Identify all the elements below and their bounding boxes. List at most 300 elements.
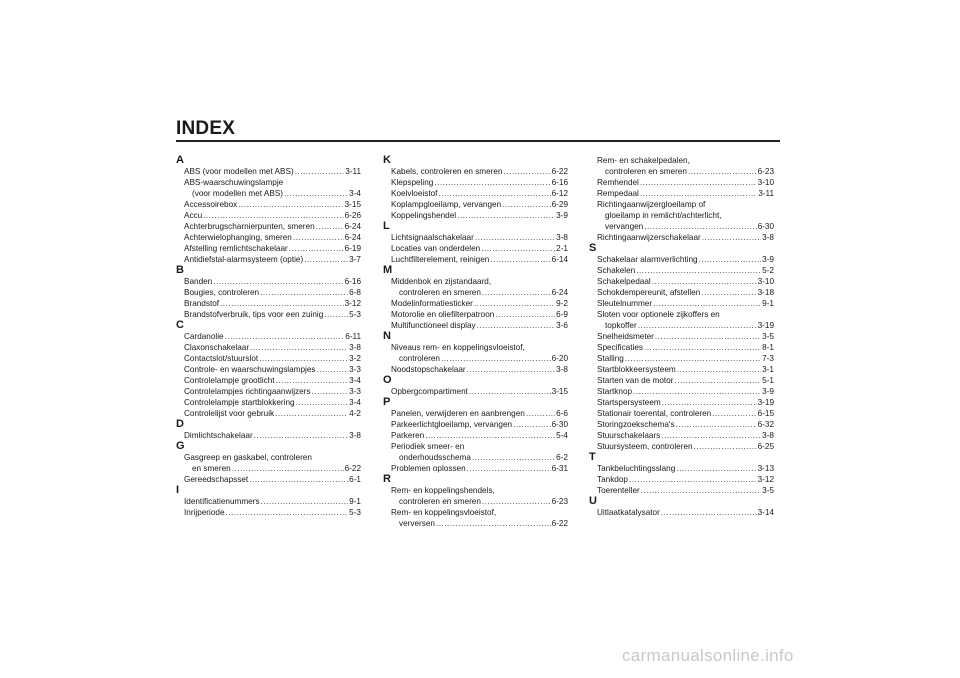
dot-leader bbox=[293, 232, 344, 243]
index-entry-text: Middenbok en zijstandaard, bbox=[391, 277, 492, 286]
index-entry-text: Schakelen bbox=[597, 266, 636, 275]
index-entry bbox=[589, 221, 774, 232]
index-entry-text: Bougies, controleren bbox=[184, 288, 260, 297]
index-entry bbox=[589, 254, 774, 265]
index-entry bbox=[176, 364, 361, 375]
dot-leader bbox=[644, 221, 756, 232]
index-entry bbox=[589, 331, 774, 342]
index-letter-heading: O bbox=[383, 374, 392, 386]
index-entry-text: controleren en smeren bbox=[399, 497, 481, 506]
dot-leader bbox=[495, 309, 555, 320]
dot-leader bbox=[702, 232, 761, 243]
dot-leader bbox=[662, 397, 757, 408]
index-page-ref: 7-3 bbox=[762, 354, 774, 363]
index-entry-text: Storingzoekschema's bbox=[597, 420, 675, 429]
index-entry bbox=[176, 507, 361, 518]
index-entry bbox=[176, 430, 361, 441]
dot-leader bbox=[502, 199, 550, 210]
index-entry bbox=[589, 166, 774, 177]
dot-leader bbox=[441, 353, 551, 364]
dot-leader bbox=[225, 331, 345, 342]
index-entry-text: Dimlichtschakelaar bbox=[184, 431, 253, 440]
index-entry-text: Schokdempereunit, afstellen bbox=[597, 288, 701, 297]
index-page-ref: 3-3 bbox=[349, 387, 361, 396]
index-page-ref: 6-30 bbox=[757, 222, 774, 231]
index-entry bbox=[589, 441, 774, 452]
index-page-ref: 3-6 bbox=[556, 321, 568, 330]
index-page-ref: 3-5 bbox=[762, 332, 774, 341]
index-page-ref: 6-23 bbox=[757, 167, 774, 176]
index-entry-text: Controlelampjes richtingaanwijzers bbox=[184, 387, 311, 396]
index-entry bbox=[176, 210, 361, 221]
index-letter-heading: D bbox=[176, 418, 184, 430]
index-entry-text: Stuurschakelaars bbox=[597, 431, 661, 440]
dot-leader bbox=[513, 419, 551, 430]
index-page-ref: 6-6 bbox=[556, 409, 568, 418]
dot-leader bbox=[249, 474, 348, 485]
index-entry bbox=[383, 441, 568, 452]
index-page-ref: 6-30 bbox=[551, 420, 568, 429]
index-entry-text: ABS (voor modellen met ABS) bbox=[184, 167, 294, 176]
index-entry bbox=[176, 232, 361, 243]
index-entry-text: Afstelling remlichtschakelaar bbox=[184, 244, 288, 253]
dot-leader bbox=[304, 254, 348, 265]
dot-leader bbox=[477, 320, 556, 331]
index-entry-text: Gasgreep en gaskabel, controleren bbox=[184, 453, 312, 462]
index-entry bbox=[383, 166, 568, 177]
index-page-ref: 4-2 bbox=[349, 409, 361, 418]
index-entry-text: Problemen oplossen bbox=[391, 464, 466, 473]
dot-leader bbox=[259, 353, 348, 364]
index-page-ref: 3-12 bbox=[344, 299, 361, 308]
dot-leader bbox=[296, 397, 349, 408]
dot-leader bbox=[688, 166, 757, 177]
index-entry-text: Modelinformatiesticker bbox=[391, 299, 473, 308]
dot-leader bbox=[250, 342, 348, 353]
dot-leader bbox=[254, 430, 348, 441]
index-entry-text: Koplampgloeilamp, vervangen bbox=[391, 200, 502, 209]
index-page-ref: 6-24 bbox=[344, 233, 361, 242]
index-entry bbox=[589, 386, 774, 397]
index-letter-heading: R bbox=[383, 473, 391, 485]
index-entry bbox=[176, 386, 361, 397]
dot-leader bbox=[475, 232, 555, 243]
index-page-ref: 3-11 bbox=[758, 189, 774, 198]
dot-leader bbox=[636, 265, 761, 276]
dot-leader bbox=[653, 298, 761, 309]
index-entry-text: Rem- en koppelingshendels, bbox=[391, 486, 495, 495]
index-page-ref: 6-22 bbox=[551, 167, 568, 176]
index-entry-text: Cardanolie bbox=[184, 332, 224, 341]
watermark: carmanualsonline.info bbox=[622, 646, 794, 665]
index-entry-text: Periodiek smeer- en bbox=[391, 442, 465, 451]
index-entry-text: ABS-waarschuwingslampje bbox=[184, 178, 284, 187]
index-entry bbox=[383, 276, 568, 287]
index-page-ref: 3-8 bbox=[762, 431, 774, 440]
index-entry bbox=[176, 309, 361, 320]
dot-leader bbox=[676, 463, 756, 474]
index-entry-text: controleren en smeren bbox=[399, 288, 481, 297]
index-entry-text: Controlelampje startblokkering bbox=[184, 398, 295, 407]
dot-leader bbox=[226, 507, 349, 518]
index-letter-heading: B bbox=[176, 264, 184, 276]
index-entry bbox=[383, 309, 568, 320]
index-entry-text: Tankbeluchtingsslang bbox=[597, 464, 676, 473]
index-entry bbox=[383, 485, 568, 496]
index-entry bbox=[383, 320, 568, 331]
dot-leader bbox=[701, 287, 756, 298]
dot-leader bbox=[324, 309, 348, 320]
index-entry-text: Rempedaal bbox=[597, 189, 639, 198]
index-entry-text: Klepspeling bbox=[391, 178, 434, 187]
dot-leader bbox=[661, 507, 757, 518]
dot-leader bbox=[640, 177, 757, 188]
dot-leader bbox=[712, 408, 756, 419]
index-entry bbox=[589, 276, 774, 287]
dot-leader bbox=[232, 463, 344, 474]
index-page-ref: 6-24 bbox=[344, 222, 361, 231]
dot-leader bbox=[482, 287, 551, 298]
index-letter-heading: G bbox=[176, 440, 185, 452]
index-entry-text: Starten van de motor bbox=[597, 376, 674, 385]
index-entry bbox=[589, 309, 774, 320]
index-page-ref: 3-19 bbox=[757, 321, 774, 330]
index-page-ref: 6-25 bbox=[757, 442, 774, 451]
dot-leader bbox=[481, 243, 555, 254]
index-entry-text: Accu bbox=[184, 211, 203, 220]
index-entry-text: Stuursysteem, controleren bbox=[597, 442, 693, 451]
dot-leader bbox=[467, 364, 556, 375]
index-entry bbox=[589, 265, 774, 276]
index-page-ref: 3-18 bbox=[757, 288, 774, 297]
index-entry-text: Kabels, controleren en smeren bbox=[391, 167, 503, 176]
index-entry-text: Motorolie en oliefilterpatroon bbox=[391, 310, 495, 319]
index-page-ref: 3-10 bbox=[757, 178, 774, 187]
index-entry-text: gloeilamp in remlicht/achterlicht, bbox=[605, 211, 722, 220]
dot-leader bbox=[289, 243, 344, 254]
index-entry bbox=[176, 452, 361, 463]
index-entry bbox=[589, 232, 774, 243]
index-entry bbox=[589, 474, 774, 485]
index-entry-text: Claxonschakelaar bbox=[184, 343, 250, 352]
index-entry-text: Luchtfilterelement, reinigen bbox=[391, 255, 490, 264]
index-entry-text: Uitlaatkatalysator bbox=[597, 508, 660, 517]
index-entry bbox=[589, 397, 774, 408]
index-entry-text: Parkeren bbox=[391, 431, 425, 440]
index-entry bbox=[176, 188, 361, 199]
index-page-ref: 5-1 bbox=[762, 376, 774, 385]
dot-leader bbox=[295, 166, 345, 177]
index-entry bbox=[589, 177, 774, 188]
index-page-ref: 6-26 bbox=[344, 211, 361, 220]
dot-leader bbox=[504, 166, 551, 177]
index-page-ref: 6-8 bbox=[349, 288, 361, 297]
index-entry-text: Koppelingshendel bbox=[391, 211, 457, 220]
dot-leader bbox=[275, 408, 348, 419]
index-entry-text: Accessoirebox bbox=[184, 200, 238, 209]
index-entry bbox=[383, 452, 568, 463]
dot-leader bbox=[633, 386, 761, 397]
index-page-ref: 3-9 bbox=[762, 387, 774, 396]
index-entry bbox=[176, 375, 361, 386]
index-entry bbox=[589, 210, 774, 221]
index-entry-text: Gereedschapsset bbox=[184, 475, 249, 484]
index-entry-text: Rem- en schakelpedalen, bbox=[597, 156, 690, 165]
index-page-ref: 6-16 bbox=[344, 277, 361, 286]
index-letter-heading: C bbox=[176, 319, 184, 331]
index-entry bbox=[383, 430, 568, 441]
index-entry bbox=[383, 364, 568, 375]
index-letter-heading: I bbox=[176, 484, 180, 496]
index-letter-heading: P bbox=[383, 396, 391, 408]
index-entry-text: onderhoudsschema bbox=[399, 453, 471, 462]
index-entry bbox=[589, 419, 774, 430]
index-entry-text: Richtingaanwijzergloeilamp of bbox=[597, 200, 706, 209]
dot-leader bbox=[661, 430, 761, 441]
index-page-ref: 3-8 bbox=[762, 233, 774, 242]
index-entry-text: Contactslot/stuurslot bbox=[184, 354, 259, 363]
dot-leader bbox=[425, 430, 555, 441]
index-page-ref: 9-2 bbox=[556, 299, 568, 308]
dot-leader bbox=[490, 254, 550, 265]
index-entry bbox=[589, 485, 774, 496]
dot-leader bbox=[469, 386, 551, 397]
index-column-2 bbox=[383, 155, 568, 529]
dot-leader bbox=[220, 298, 344, 309]
index-entry-text: Toerenteller bbox=[597, 486, 640, 495]
dot-leader bbox=[467, 463, 551, 474]
index-page-ref: 3-15 bbox=[344, 200, 361, 209]
dot-leader bbox=[472, 452, 555, 463]
index-entry-text: Lichtsignaalschakelaar bbox=[391, 233, 474, 242]
index-entry-text: Rem- en koppelingsvloeistof, bbox=[391, 508, 497, 517]
index-page-ref: 3-8 bbox=[349, 431, 361, 440]
index-page-ref: 3-11 bbox=[345, 167, 361, 176]
index-entry bbox=[383, 298, 568, 309]
index-page-ref: 5-4 bbox=[556, 431, 568, 440]
index-entry bbox=[383, 342, 568, 353]
dot-leader bbox=[644, 342, 761, 353]
dot-leader bbox=[261, 496, 349, 507]
index-entry-text: topkoffer bbox=[605, 321, 637, 330]
index-entry-text: Startspersysteem bbox=[597, 398, 661, 407]
index-letter-heading: M bbox=[383, 264, 393, 276]
dot-leader bbox=[694, 441, 757, 452]
index-page-ref: 6-9 bbox=[556, 310, 568, 319]
index-page-ref: 3-8 bbox=[556, 365, 568, 374]
index-page-ref: 6-16 bbox=[551, 178, 568, 187]
index-entry-text: Tankdop bbox=[597, 475, 628, 484]
index-page-ref: 6-23 bbox=[551, 497, 568, 506]
index-page-ref: 6-32 bbox=[757, 420, 774, 429]
index-entry bbox=[383, 353, 568, 364]
index-entry bbox=[383, 210, 568, 221]
index-page-ref: 3-9 bbox=[762, 255, 774, 264]
index-page-ref: 6-29 bbox=[551, 200, 568, 209]
dot-leader bbox=[674, 375, 761, 386]
dot-leader bbox=[641, 485, 761, 496]
index-entry-text: Multifunctioneel display bbox=[391, 321, 476, 330]
dot-leader bbox=[436, 518, 551, 529]
index-page-ref: 3-19 bbox=[757, 398, 774, 407]
index-letter-heading: A bbox=[176, 154, 184, 166]
index-entry-text: Antidiefstal-alarmsysteem (optie) bbox=[184, 255, 304, 264]
index-page-ref: 3-3 bbox=[349, 365, 361, 374]
dot-leader bbox=[213, 276, 343, 287]
index-entry bbox=[176, 287, 361, 298]
index-entry-text: Koelvloeistof bbox=[391, 189, 438, 198]
index-entry-text: Achterbrugscharnierpunten, smeren bbox=[184, 222, 315, 231]
index-page-ref: 9-1 bbox=[349, 497, 361, 506]
dot-leader bbox=[676, 419, 757, 430]
dot-leader bbox=[203, 210, 343, 221]
index-entry-text: controleren en smeren bbox=[605, 167, 687, 176]
index-entry-text: Sloten voor optionele zijkoffers en bbox=[597, 310, 720, 319]
index-page-ref: 3-4 bbox=[349, 189, 361, 198]
index-entry bbox=[589, 408, 774, 419]
index-entry-text: Controlelampje grootlicht bbox=[184, 376, 275, 385]
index-page-ref: 6-22 bbox=[551, 519, 568, 528]
index-entry bbox=[589, 463, 774, 474]
index-page-ref: 3-7 bbox=[349, 255, 361, 264]
index-entry bbox=[589, 342, 774, 353]
dot-leader bbox=[260, 287, 348, 298]
index-column-3 bbox=[589, 155, 774, 518]
index-page-ref: 6-2 bbox=[556, 453, 568, 462]
dot-leader bbox=[652, 276, 757, 287]
index-entry-text: Snelheidsmeter bbox=[597, 332, 654, 341]
index-entry bbox=[383, 518, 568, 529]
index-page-ref: 3-15 bbox=[551, 387, 568, 396]
index-page-ref: 6-24 bbox=[551, 288, 568, 297]
index-entry bbox=[383, 199, 568, 210]
page-title: INDEX bbox=[176, 118, 236, 139]
index-page-ref: 6-1 bbox=[349, 475, 361, 484]
dot-leader bbox=[438, 188, 550, 199]
index-entry bbox=[589, 320, 774, 331]
index-page-ref: 6-22 bbox=[344, 464, 361, 473]
index-entry bbox=[589, 375, 774, 386]
index-entry-text: Locaties van onderdelen bbox=[391, 244, 481, 253]
dot-leader bbox=[434, 177, 550, 188]
index-entry bbox=[383, 232, 568, 243]
index-page-ref: 6-19 bbox=[344, 244, 361, 253]
index-entry bbox=[176, 331, 361, 342]
index-page-ref: 3-10 bbox=[757, 277, 774, 286]
dot-leader bbox=[276, 375, 349, 386]
index-page-ref: 6-14 bbox=[551, 255, 568, 264]
index-entry-text: Niveaus rem- en koppelingsvloeistof, bbox=[391, 343, 525, 352]
index-entry-text: Identificatienummers bbox=[184, 497, 260, 506]
index-entry bbox=[383, 419, 568, 430]
index-entry-text: Schakelaar alarmverlichting bbox=[597, 255, 698, 264]
index-page-ref: 6-11 bbox=[345, 332, 361, 341]
index-entry-text: Brandstof bbox=[184, 299, 220, 308]
index-entry bbox=[176, 298, 361, 309]
index-entry bbox=[176, 397, 361, 408]
dot-leader bbox=[640, 188, 757, 199]
index-entry-text: en smeren bbox=[192, 464, 231, 473]
index-entry bbox=[383, 254, 568, 265]
index-entry-text: Achterwielophanging, smeren bbox=[184, 233, 292, 242]
index-page-ref: 3-14 bbox=[757, 508, 774, 517]
dot-leader bbox=[629, 474, 757, 485]
index-page-ref: 8-1 bbox=[762, 343, 774, 352]
index-letter-heading: S bbox=[589, 242, 597, 254]
index-entry-text: Schakelpedaal bbox=[597, 277, 651, 286]
index-page-ref: 6-15 bbox=[757, 409, 774, 418]
index-entry-text: vervangen bbox=[605, 222, 644, 231]
dot-leader bbox=[638, 320, 757, 331]
index-entry bbox=[589, 353, 774, 364]
index-entry-text: Panelen, verwijderen en aanbrengen bbox=[391, 409, 525, 418]
index-page-ref: 5-3 bbox=[349, 508, 361, 517]
index-page-ref: 6-20 bbox=[551, 354, 568, 363]
index-entry bbox=[383, 188, 568, 199]
dot-leader bbox=[474, 298, 555, 309]
index-entry-text: Specificaties bbox=[597, 343, 643, 352]
index-entry-text: Startblokkeersysteem bbox=[597, 365, 676, 374]
index-page-ref: 5-2 bbox=[762, 266, 774, 275]
index-page-ref: 3-5 bbox=[762, 486, 774, 495]
dot-leader bbox=[482, 496, 551, 507]
index-entry-text: Controle- en waarschuwingslampjes bbox=[184, 365, 316, 374]
index-entry bbox=[589, 430, 774, 441]
index-entry-text: (voor modellen met ABS) bbox=[192, 189, 284, 198]
index-entry-text: Parkeerlichtgloeilamp, vervangen bbox=[391, 420, 513, 429]
index-entry-text: Brandstofverbruik, tips voor een zuinig bbox=[184, 310, 324, 319]
index-entry bbox=[589, 199, 774, 210]
index-page-ref: 6-12 bbox=[551, 189, 568, 198]
index-entry bbox=[383, 386, 568, 397]
index-page-ref: 3-4 bbox=[349, 398, 361, 407]
dot-leader bbox=[284, 188, 348, 199]
index-entry bbox=[176, 254, 361, 265]
index-entry-text: Remhendel bbox=[597, 178, 639, 187]
index-entry bbox=[589, 364, 774, 375]
dot-leader bbox=[316, 221, 344, 232]
dot-leader bbox=[699, 254, 762, 265]
dot-leader bbox=[312, 386, 349, 397]
index-letter-heading: K bbox=[383, 154, 391, 166]
index-page-ref: 2-1 bbox=[556, 244, 568, 253]
index-entry-text: Opbergcompartiment bbox=[391, 387, 468, 396]
index-entry bbox=[589, 298, 774, 309]
index-letter-heading: T bbox=[589, 451, 596, 463]
dot-leader bbox=[457, 210, 555, 221]
index-page-ref: 3-13 bbox=[757, 464, 774, 473]
index-letter-heading: N bbox=[383, 330, 391, 342]
dot-leader bbox=[625, 353, 761, 364]
dot-leader bbox=[238, 199, 343, 210]
index-page-ref: 3-8 bbox=[556, 233, 568, 242]
index-page-ref: 3-8 bbox=[349, 343, 361, 352]
index-entry bbox=[383, 177, 568, 188]
index-page-ref: 3-12 bbox=[757, 475, 774, 484]
index-entry bbox=[176, 243, 361, 254]
index-entry-text: Banden bbox=[184, 277, 213, 286]
index-entry-text: Richtingaanwijzerschakelaar bbox=[597, 233, 701, 242]
index-entry bbox=[176, 353, 361, 364]
index-entry-text: Startknop bbox=[597, 387, 633, 396]
index-entry bbox=[176, 342, 361, 353]
index-entry-text: Controlelijst voor gebruik bbox=[184, 409, 275, 418]
index-page-ref: 3-4 bbox=[349, 376, 361, 385]
index-entry bbox=[383, 243, 568, 254]
index-entry bbox=[383, 496, 568, 507]
index-entry bbox=[383, 507, 568, 518]
dot-leader bbox=[677, 364, 761, 375]
